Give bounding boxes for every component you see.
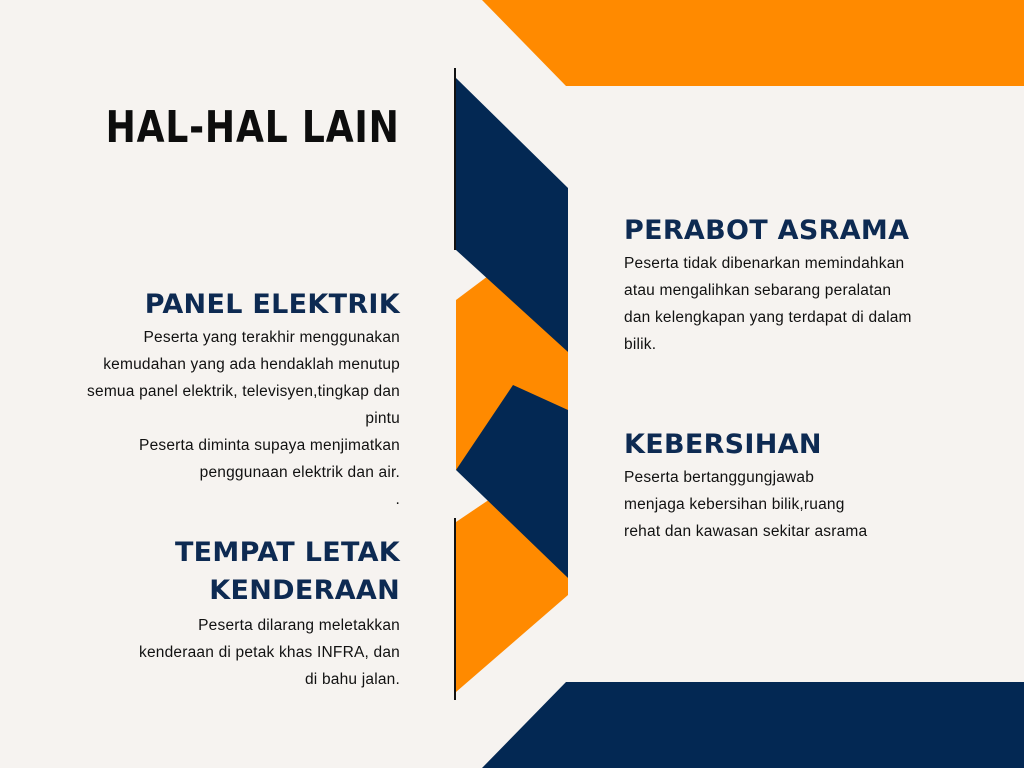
body-line: penggunaan elektrik dan air. — [199, 464, 400, 481]
bottom-navy-band — [482, 682, 1024, 768]
top-orange-band — [482, 0, 1024, 86]
section-heading: PERABOT ASRAMA — [624, 215, 910, 246]
section-perabot-asrama — [624, 212, 912, 358]
body-line: kenderaan di petak khas INFRA, dan — [139, 644, 400, 661]
body-line: Peserta tidak dibenarkan memindahkan — [624, 255, 905, 272]
body-line: pintu — [365, 410, 400, 427]
body-line: kemudahan yang ada hendaklah menutup — [103, 356, 400, 373]
body-line: Peserta yang terakhir menggunakan — [143, 329, 400, 346]
body-line: atau mengalihkan sebarang peralatan — [624, 282, 892, 299]
section-body — [624, 250, 912, 358]
section-body — [87, 324, 400, 513]
section-tempat-letak-kenderaan — [139, 534, 400, 693]
body-line: Peserta diminta supaya menjimatkan — [139, 437, 400, 454]
body-line: Peserta bertanggungjawab — [624, 469, 815, 486]
section-body — [624, 464, 867, 545]
section-heading-line: TEMPAT LETAK — [174, 537, 400, 568]
section-kebersihan — [624, 426, 867, 545]
section-heading-line: KENDERAAN — [209, 575, 400, 606]
body-line: rehat dan kawasan sekitar asrama — [624, 523, 868, 540]
body-line: bilik. — [624, 336, 657, 353]
section-heading: PANEL ELEKTRIK — [144, 289, 400, 320]
section-body — [139, 612, 400, 693]
section-panel-elektrik — [87, 286, 400, 513]
body-line: di bahu jalan. — [304, 671, 400, 688]
page-title: HAL-HAL LAIN — [105, 102, 400, 153]
body-line: Peserta dilarang meletakkan — [198, 617, 400, 634]
body-line: semua panel elektrik, televisyen,tingkap dan — [87, 383, 400, 400]
section-heading: KEBERSIHAN — [624, 429, 822, 460]
body-line: . — [395, 491, 400, 508]
body-line: dan kelengkapan yang terdapat di dalam — [624, 309, 912, 326]
body-line: menjaga kebersihan bilik,ruang — [624, 496, 845, 513]
